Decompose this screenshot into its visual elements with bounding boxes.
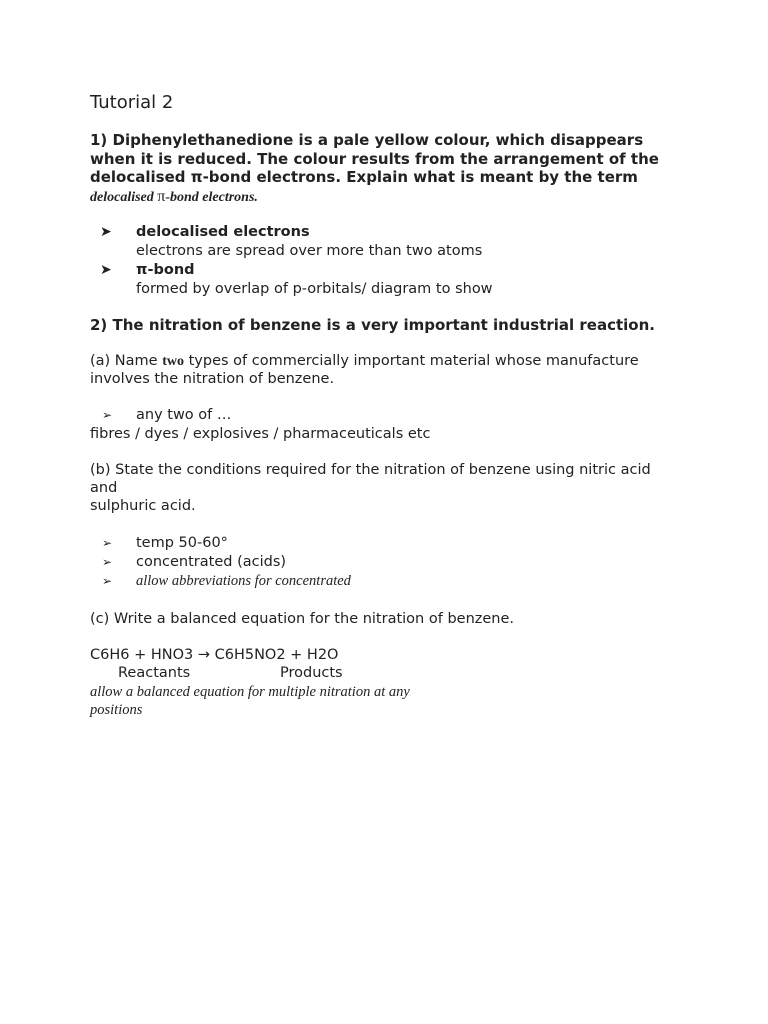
q2a-line-2: involves the nitration of benzene.: [90, 371, 335, 387]
q2c-note-line-2: positions: [90, 702, 143, 718]
page-title: Tutorial 2: [90, 92, 174, 113]
q1-line-1: 1) Diphenylethanedione is a pale yellow colour, which disappears: [90, 131, 644, 149]
q1-bullet-heading: delocalised electrons: [136, 224, 310, 240]
q2a-rest: types of commercially important material whose manufacture: [183, 353, 639, 369]
q2a-line-1: [90, 352, 639, 371]
q2b-line-1: (b) State the conditions required for the nitration of benzene using nitric acid: [90, 462, 651, 478]
arrowhead-bullet-icon: ➢: [102, 536, 113, 550]
q2-heading: 2) The nitration of benzene is a very important industrial reaction.: [90, 316, 655, 334]
q2b-line-3: sulphuric acid.: [90, 498, 196, 514]
q1-term-part1: delocalised: [90, 190, 158, 205]
arrowhead-bullet-icon: ➤: [100, 262, 112, 278]
q1-line-3: delocalised π-bond electrons. Explain what is meant by the term: [90, 168, 638, 186]
q2b-line-2: and: [90, 480, 118, 496]
q1-term: [90, 187, 258, 208]
arrowhead-bullet-icon: ➤: [100, 224, 112, 240]
q2b-bullet-note: allow abbreviations for concentrated: [136, 573, 351, 589]
q1-line-2: when it is reduced. The colour results from the arrangement of the: [90, 150, 659, 168]
arrowhead-bullet-icon: ➢: [102, 574, 113, 588]
q1-bullet-heading: π-bond: [136, 262, 195, 278]
q2a-answer: fibres / dyes / explosives / pharmaceuticals etc: [90, 426, 431, 442]
q2c-note-line-1: allow a balanced equation for multiple nitration at any: [90, 684, 410, 700]
q1-bullet-detail: formed by overlap of p-orbitals/ diagram to show: [136, 281, 493, 297]
q2a-emphasis: two: [162, 354, 184, 369]
q2a-prefix: (a) Name: [90, 353, 163, 369]
arrowhead-bullet-icon: ➢: [102, 555, 113, 569]
q1-term-part2: -bond electrons.: [165, 190, 258, 205]
q1-bullet-detail: electrons are spread over more than two atoms: [136, 243, 483, 259]
q2b-bullet: temp 50-60°: [136, 535, 228, 551]
q2c-products-label: Products: [280, 665, 343, 681]
q2c-equation: C6H6 + HNO3 → C6H5NO2 + H2O: [90, 647, 339, 663]
arrowhead-bullet-icon: ➢: [102, 408, 113, 422]
q1-term-pi: π: [157, 188, 166, 205]
q2c-reactants-label: Reactants: [118, 665, 191, 681]
q2a-bullet: any two of …: [136, 407, 232, 423]
q2b-bullet: concentrated (acids): [136, 554, 287, 570]
q2c-question: (c) Write a balanced equation for the nitration of benzene.: [90, 611, 515, 627]
